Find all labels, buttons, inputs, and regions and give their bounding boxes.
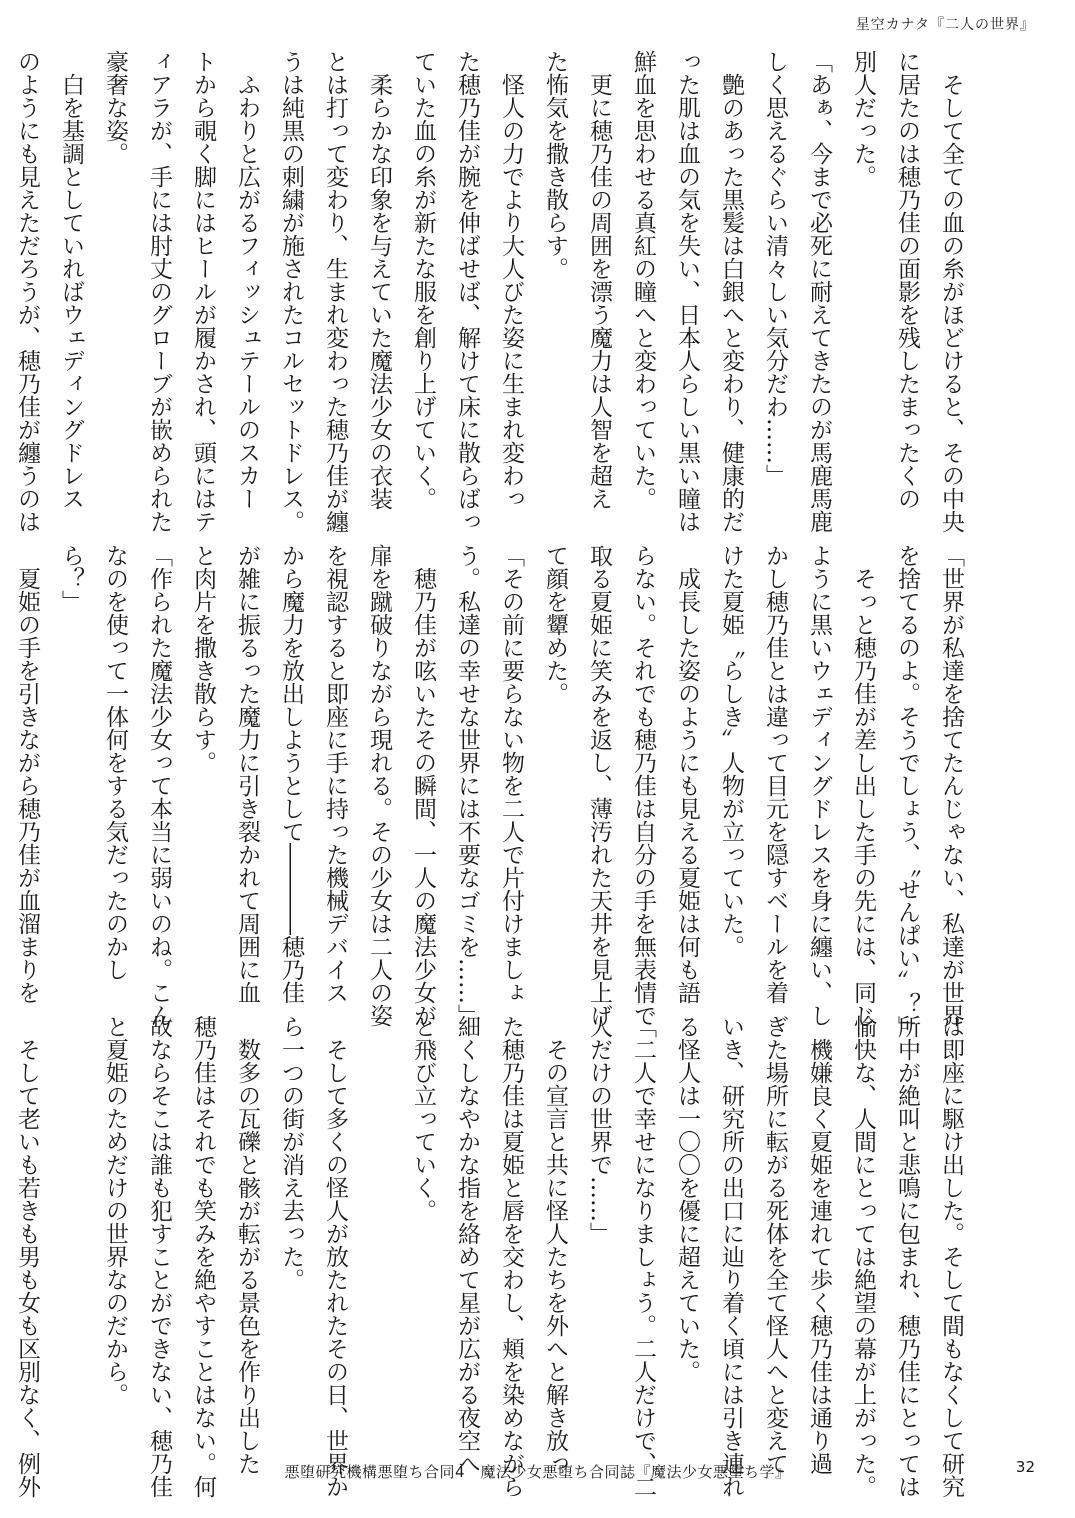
text-line: 豪奢な姿。 — [102, 50, 128, 165]
text-line: う。私達の幸せな世界には不要なゴミを……」 — [454, 544, 480, 1027]
text-line: 「その前に要らない物を二人で片付けましょ — [498, 544, 524, 1004]
text-line: 細くしなやかな指を絡めて星が広がる夜空へ — [454, 1015, 480, 1475]
text-line: 白を基調としていればウェディングドレス — [58, 50, 84, 510]
text-line: 「世界が私達を捨てたんじゃない、私達が世界 — [938, 544, 964, 1027]
text-line: った肌は血の気を失い、日本人らしい黒い瞳は — [674, 50, 700, 533]
text-line: た穂乃佳は夏姫と唇を交わし、頬を染めながら — [498, 1015, 524, 1498]
text-line: 更に穂乃佳の周囲を漂う魔力は人智を超え — [586, 50, 612, 510]
text-line: そっと穂乃佳が差し出した手の先には、同じ — [850, 544, 876, 1027]
text-line: 「あぁ、今まで必死に耐えてきたのが馬鹿馬鹿 — [806, 50, 832, 533]
text-line: けた夏姫〝らしき〟人物が立っていた。 — [718, 544, 744, 958]
text-line: トから覗く脚にはヒールが履かされ、頭にはテ — [190, 50, 216, 533]
text-line: 取る夏姫に笑みを返し、薄汚れた天井を見上げ — [586, 544, 612, 1027]
text-line: は即座に駆け出した。そして間もなくして研究 — [938, 1015, 964, 1498]
text-block-upper — [0, 50, 973, 533]
text-line: 艶のあった黒髪は白銀へと変わり、健康的だ — [718, 50, 744, 533]
text-line: 故ならそこは誰も犯すことができない、穂乃佳 — [146, 1015, 172, 1498]
text-line: 「二人で幸せになりましょう。二人だけで、二 — [630, 1015, 656, 1498]
text-line: いき、研究所の出口に辿り着く頃には引き連れ — [718, 1015, 744, 1498]
text-line: た穂乃佳が腕を伸ばせば、解けて床に散らばっ — [454, 50, 480, 533]
text-line: ふわりと広がるフィッシュテールのスカー — [234, 50, 260, 510]
text-line: を視認すると即座に手に持った機械デバイス — [322, 544, 348, 1004]
text-line: 夏姫の手を引きながら穂乃佳が血溜まりを — [14, 544, 40, 1004]
text-line: 成長した姿のようにも見える夏姫は何も語 — [674, 544, 700, 1004]
text-line: を捨てるのよ。そうでしょう、〝せんぱい〟？」 — [894, 544, 920, 1039]
text-line: ら一つの街が消え去った。 — [278, 1015, 304, 1291]
text-line: 「作られた魔法少女って本当に弱いのね。こん — [146, 544, 172, 1027]
text-line — [0, 1015, 5, 1455]
text-line: かし穂乃佳とは違って目元を隠すベールを着 — [762, 544, 788, 1004]
text-line: のようにも見えただろうが、穂乃佳が纏うのは — [14, 50, 40, 533]
text-line: 別人だった。 — [850, 50, 876, 188]
text-line: て顔を顰めた。 — [542, 544, 568, 705]
text-line: と夏姫のためだけの世界なのだから。 — [102, 1015, 128, 1406]
text-line: しく思えるぐらい清々しい気分だわ……」 — [762, 50, 788, 487]
text-line: ィアラが、手には肘丈のグローブが嵌められた — [146, 50, 172, 533]
page-number: 32 — [1015, 1458, 1035, 1476]
text-line: に居たのは穂乃佳の面影を残したまったくの — [894, 50, 920, 510]
text-line: ぎた場所に転がる死体を全て怪人へと変えて — [762, 1015, 788, 1475]
text-line: 扉を蹴破りながら現れる。その少女は二人の姿 — [366, 544, 392, 1027]
text-line: その宣言と共に怪人たちを外へと解き放っ — [542, 1015, 568, 1475]
text-line — [357, 1015, 401, 1455]
footer-publication-title: 悪堕研究機構悪堕ち合同4 魔法少女悪堕ち合同誌『魔法少女悪堕ち学』 — [284, 1463, 791, 1481]
text-line: 数多の瓦礫と骸が転がる景色を作り出した — [234, 1015, 260, 1475]
text-line: 機嫌良く夏姫を連れて歩く穂乃佳は通り過 — [806, 1015, 832, 1475]
text-line: 柔らかな印象を与えていた魔法少女の衣装 — [366, 50, 392, 510]
text-line: そして全ての血の糸がほどけると、その中央 — [938, 50, 964, 533]
running-header: 星空カナタ『二人の世界』 — [855, 17, 1035, 33]
text-line — [49, 1015, 93, 1455]
text-line — [0, 544, 5, 984]
text-line: 穂乃佳が呟いたその瞬間、一人の魔法少女が — [410, 544, 436, 1027]
text-line: そして老いも若きも男も女も区別なく、例外 — [14, 1015, 40, 1498]
text-line: 怪人の力でより大人びた姿に生まれ変わっ — [498, 50, 524, 510]
text-line: から魔力を放出しようとして――――穂乃佳 — [278, 544, 304, 1004]
text-line: 鮮血を思わせる真紅の瞳へと変わっていた。 — [630, 50, 656, 510]
text-line: ら？」 — [58, 544, 84, 613]
text-line: ていた血の糸が新たな服を創り上げていく。 — [410, 50, 436, 510]
text-line: 所中が絶叫と悲鳴に包まれ、穂乃佳にとっては — [894, 1015, 920, 1498]
text-line: と飛び立っていく。 — [410, 1015, 436, 1222]
text-line: る怪人は一〇〇を優に超えていた。 — [674, 1015, 700, 1383]
text-line: 穂乃佳はそれでも笑みを絶やすことはない。何 — [190, 1015, 216, 1498]
text-line: た怖気を撒き散らす。 — [542, 50, 568, 280]
text-line: と肉片を撒き散らす。 — [190, 544, 216, 774]
text-line: とは打って変わり、生まれ変わった穂乃佳が纏 — [322, 50, 348, 533]
text-line: うは純黒の刺繍が施されたコルセットドレス。 — [278, 50, 304, 533]
text-line: ように黒いウェディングドレスを身に纏い、し — [806, 544, 832, 1027]
text-block-middle — [0, 544, 973, 1039]
text-line: が雑に振るった魔力に引き裂かれて周囲に血 — [234, 544, 260, 1004]
text-line: そして多くの怪人が放たれたその日、世界か — [322, 1015, 348, 1498]
text-line: らない。それでも穂乃佳は自分の手を無表情で — [630, 544, 656, 1027]
text-line: 愉快な、人間にとっては絶望の幕が上がった。 — [850, 1015, 876, 1498]
text-line: 人だけの世界で……」 — [586, 1015, 612, 1245]
text-line: なのを使って一体何をする気だったのかし — [102, 544, 128, 981]
